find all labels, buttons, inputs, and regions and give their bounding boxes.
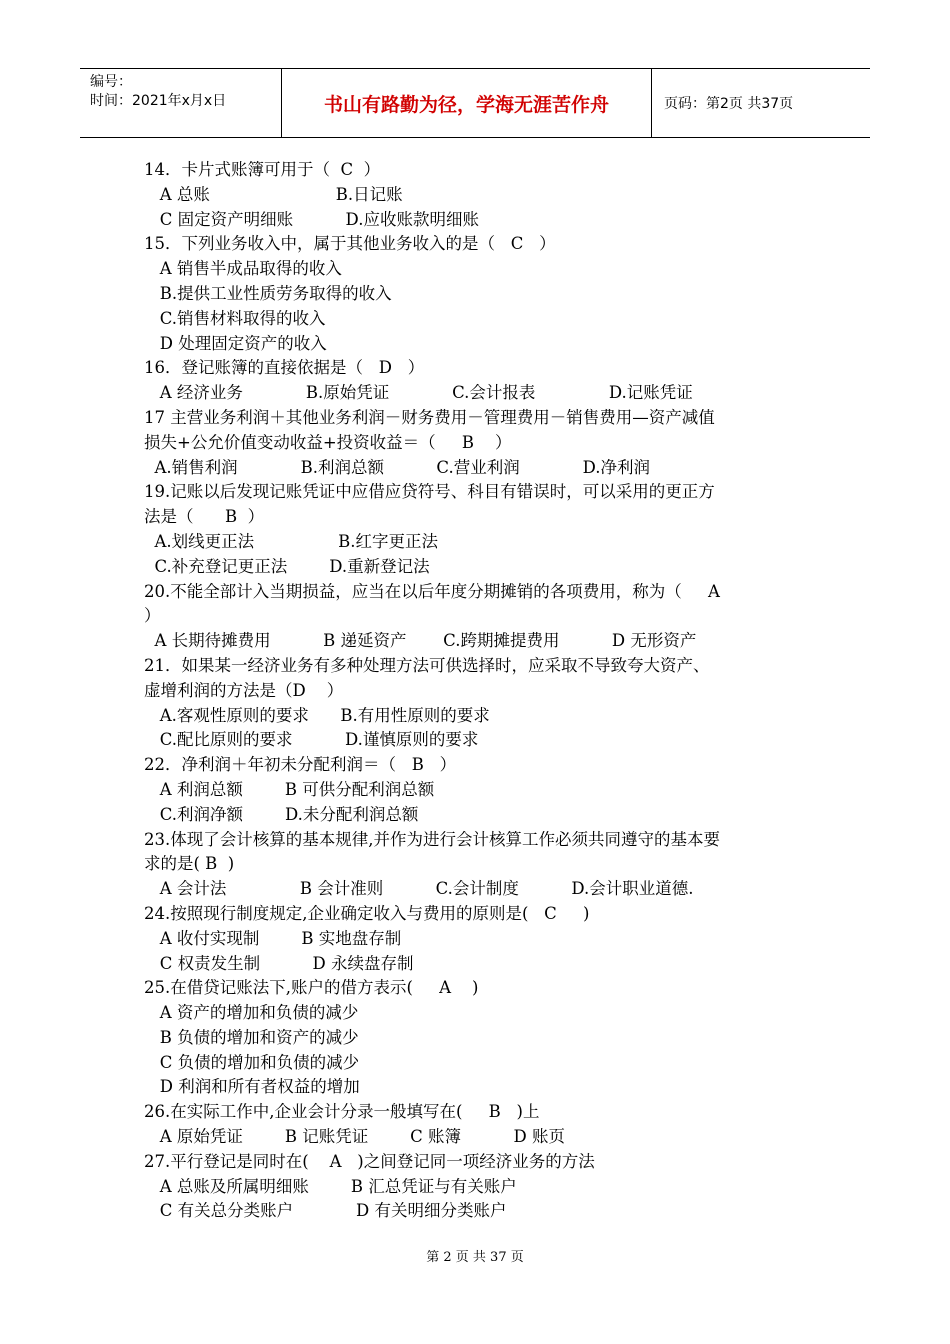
text-line: C 权责发生制 D 永续盘存制 <box>144 953 414 973</box>
text-line: 虚增利润的方法是（D ） <box>144 680 344 700</box>
text-line: C.配比原则的要求 D.谨慎原则的要求 <box>144 730 479 750</box>
text-line: A 原始凭证 B 记账凭证 C 账簿 D 账页 <box>144 1127 565 1147</box>
text-line: 14．卡片式账簿可用于（ C ） <box>144 160 381 179</box>
text-line: 25.在借贷记账法下,账户的借方表示( A ) <box>144 978 479 998</box>
text-line: A.销售利润 B.利润总额 C.营业利润 D.净利润 <box>144 457 651 477</box>
text-line: D 利润和所有者权益的增加 <box>144 1077 360 1097</box>
text-line: C 固定资产明细账 D.应收账款明细账 <box>144 209 479 229</box>
text-line: A 总账 B.日记账 <box>144 184 403 204</box>
text-line: C.补充登记更正法 D.重新登记法 <box>144 556 430 576</box>
header-meta <box>80 69 282 137</box>
text-line: 27.平行登记是同时在( A )之间登记同一项经济业务的方法 <box>144 1151 595 1171</box>
text-line: A 资产的增加和负债的减少 <box>144 1003 359 1023</box>
page-header <box>80 68 870 138</box>
text-line: C 负债的增加和负债的减少 <box>144 1052 360 1072</box>
text-line: B.提供工业性质劳务取得的收入 <box>144 283 392 303</box>
text-line: A 总账及所属明细账 B 汇总凭证与有关账户 <box>144 1176 517 1196</box>
text-line: B 负债的增加和资产的减少 <box>144 1027 359 1047</box>
text-line: 16．登记账簿的直接依据是（ D ） <box>144 358 425 378</box>
text-line: 20.不能全部计入当期损益，应当在以后年度分期摊销的各项费用，称为（ A <box>144 581 720 601</box>
text-line: A.客观性原则的要求 B.有用性原则的要求 <box>144 705 490 725</box>
text-line: 法是（ B ） <box>144 507 265 527</box>
text-line: 21．如果某一经济业务有多种处理方法可供选择时，应采取不导致夸大资产、 <box>144 655 710 675</box>
text-line: 15．下列业务收入中，属于其他业务收入的是（ C ） <box>144 234 556 254</box>
text-line: C.销售材料取得的收入 <box>144 308 326 328</box>
header-page-info: 页码：第2页 共37页 <box>664 96 794 112</box>
text-line: 22．净利润＋年初未分配利润＝（ B ） <box>144 755 457 775</box>
text-line: C 有关总分类账户 D 有关明细分类账户 <box>144 1201 507 1221</box>
text-line: A 长期待摊费用 B 递延资产 C.跨期摊提费用 D 无形资产 <box>144 631 697 651</box>
text-line: A 收付实现制 B 实地盘存制 <box>144 928 402 948</box>
text-line: 23.体现了会计核算的基本规律,并作为进行会计核算工作必须共同遵守的基本要 <box>144 829 720 849</box>
text-line: 17 主营业务利润＋其他业务利润－财务费用－管理费用－销售费用—资产减值 <box>144 407 715 427</box>
page-footer: 第 2 页 共 37 页 <box>426 1250 524 1265</box>
text-line: 求的是( B ) <box>144 854 235 874</box>
text-line: A.划线更正法 B.红字更正法 <box>144 531 438 551</box>
text-line: C.利润净额 D.未分配利润总额 <box>144 804 419 824</box>
text-line: D 处理固定资产的收入 <box>144 333 327 353</box>
time-label: 时间：2021年x月x日 <box>90 93 227 109</box>
text-line: A 会计法 B 会计准则 C.会计制度 D.会计职业道德. <box>144 879 694 899</box>
text-line: 26.在实际工作中,企业会计分录一般填写在( B )上 <box>144 1102 540 1122</box>
document-body <box>144 158 824 1224</box>
text-line: A 销售半成品取得的收入 <box>144 259 342 279</box>
text-line: A 利润总额 B 可供分配利润总额 <box>144 779 435 799</box>
header-motto: 书山有路勤为径，学海无涯苦作舟 <box>282 69 652 137</box>
text-line: ） <box>144 606 161 626</box>
text-line: A 经济业务 B.原始凭证 C.会计报表 D.记账凭证 <box>144 383 693 403</box>
text-line: 24.按照现行制度规定,企业确定收入与费用的原则是( C ) <box>144 903 590 923</box>
text-line: 损失+公允价值变动收益+投资收益＝（ B ） <box>144 432 512 452</box>
code-label: 编号： <box>90 74 132 90</box>
text-line: 19.记账以后发现记账凭证中应借应贷符号、科目有错误时，可以采用的更正方 <box>144 482 715 502</box>
